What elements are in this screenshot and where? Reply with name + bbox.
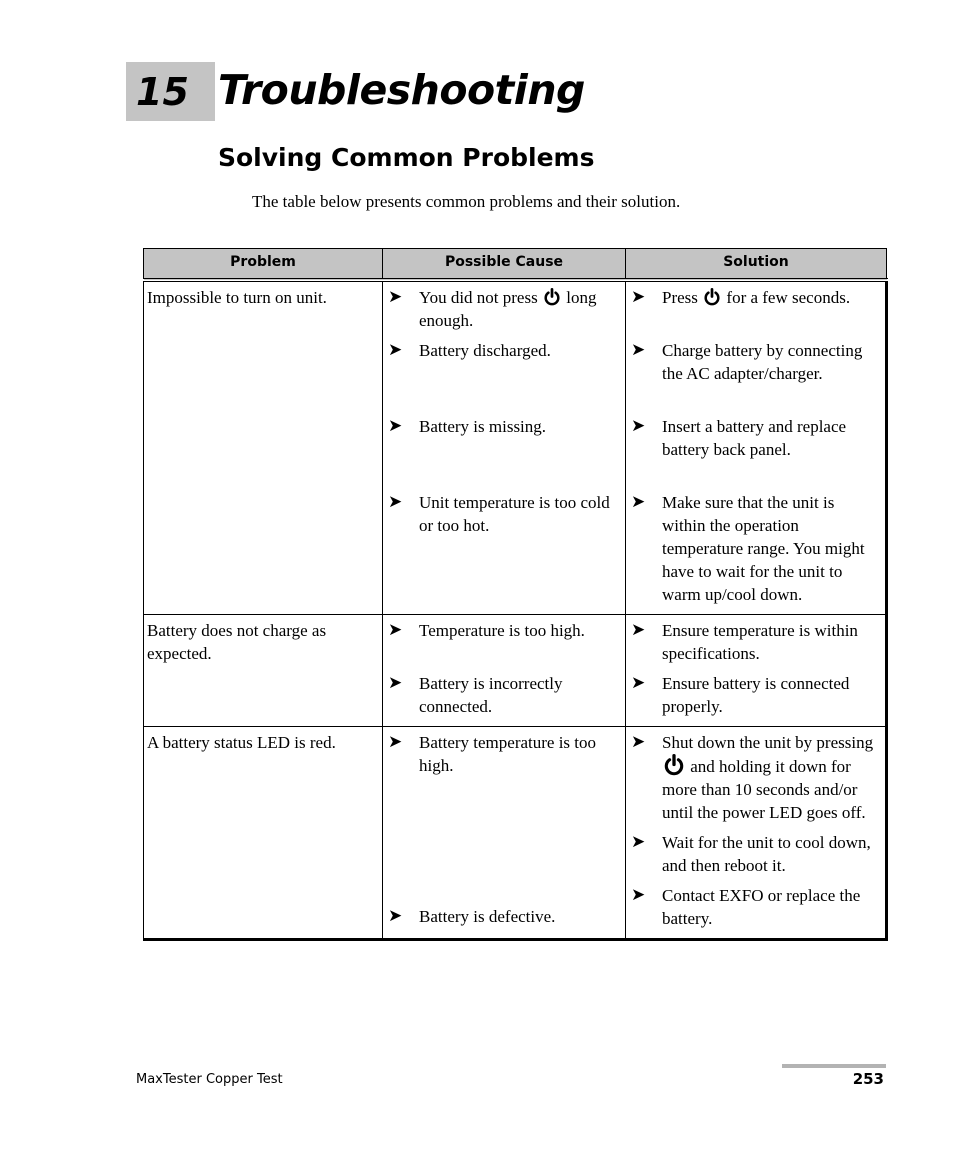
cause-cell bbox=[383, 727, 626, 940]
bullet-arrow-icon: ➤ bbox=[388, 620, 403, 640]
cause-item: ➤ Battery is defective. bbox=[388, 906, 556, 926]
bullet-arrow-icon: ➤ bbox=[631, 620, 646, 640]
cause-item: ➤ Battery is missing. bbox=[388, 416, 547, 436]
chapter-number: 15 bbox=[136, 70, 189, 114]
solution-item: ➤ Contact EXFO or replace the battery. bbox=[631, 885, 861, 928]
solution-item: ➤ Press for a few seconds. bbox=[631, 287, 851, 307]
solution-item: ➤ Wait for the unit to cool down, and then reboot it. bbox=[631, 832, 871, 875]
problem-cell bbox=[144, 727, 383, 940]
solution-cell bbox=[626, 615, 887, 727]
problem-cell bbox=[144, 615, 383, 727]
column-header-problem: Problem bbox=[144, 249, 383, 281]
table-row bbox=[144, 615, 887, 727]
bullet-arrow-icon: ➤ bbox=[388, 906, 403, 926]
column-header-cause: Possible Cause bbox=[383, 249, 626, 281]
bullet-arrow-icon: ➤ bbox=[388, 416, 403, 436]
bullet-arrow-icon: ➤ bbox=[388, 673, 403, 693]
column-header-solution: Solution bbox=[626, 249, 887, 281]
cause-cell bbox=[383, 615, 626, 727]
bullet-arrow-icon: ➤ bbox=[631, 340, 646, 360]
bullet-arrow-icon: ➤ bbox=[388, 492, 403, 512]
solution-item: ➤ Charge battery by connecting the AC adapter/charger. bbox=[631, 340, 863, 383]
chapter-number-box bbox=[126, 62, 215, 121]
footer-doc-title: MaxTester Copper Test bbox=[136, 1072, 283, 1087]
solution-item: ➤ Shut down the unit by pressing and holding it down for more than 10 seconds and/or until the power LED goes off. bbox=[631, 732, 874, 822]
bullet-arrow-icon: ➤ bbox=[388, 732, 403, 752]
table-row bbox=[144, 727, 887, 940]
cause-item: ➤ Battery discharged. bbox=[388, 340, 551, 360]
problem-text: A battery status LED is red. bbox=[147, 733, 336, 752]
problem-text: Impossible to turn on unit. bbox=[147, 288, 327, 307]
bullet-arrow-icon: ➤ bbox=[631, 673, 646, 693]
cause-item: ➤ You did not press long enough. bbox=[388, 287, 597, 330]
power-icon bbox=[663, 754, 685, 776]
solution-item: ➤ Make sure that the unit is within the operation temperature range. You might have to wait for the unit to warm up/cool down. bbox=[631, 492, 865, 604]
power-icon bbox=[703, 288, 721, 306]
section-title: Solving Common Problems bbox=[218, 143, 595, 172]
intro-paragraph: The table below presents common problems and their solution. bbox=[252, 192, 681, 211]
chapter-title: Troubleshooting bbox=[218, 66, 585, 114]
problem-cell bbox=[144, 280, 383, 615]
problem-text: Battery does not charge as expected. bbox=[147, 621, 327, 663]
solution-cell bbox=[626, 727, 887, 940]
cause-cell bbox=[383, 280, 626, 615]
power-icon bbox=[543, 288, 561, 306]
cause-item: ➤ Battery temperature is too high. bbox=[388, 732, 597, 775]
solution-item: ➤ Ensure battery is connected properly. bbox=[631, 673, 850, 716]
cause-item: ➤ Unit temperature is too cold or too hot. bbox=[388, 492, 610, 535]
table-row bbox=[144, 280, 887, 615]
cause-item: ➤ Battery is incorrectly connected. bbox=[388, 673, 563, 716]
cause-item: ➤ Temperature is too high. bbox=[388, 620, 585, 640]
page-number: 253 bbox=[852, 1070, 884, 1088]
table-header-row bbox=[144, 249, 887, 281]
footer-rule bbox=[782, 1064, 886, 1068]
bullet-arrow-icon: ➤ bbox=[631, 832, 646, 852]
bullet-arrow-icon: ➤ bbox=[631, 732, 646, 752]
bullet-arrow-icon: ➤ bbox=[631, 885, 646, 905]
solution-item: ➤ Ensure temperature is within specifications. bbox=[631, 620, 858, 663]
solution-item: ➤ Insert a battery and replace battery back panel. bbox=[631, 416, 847, 459]
solution-cell bbox=[626, 280, 887, 615]
bullet-arrow-icon: ➤ bbox=[631, 492, 646, 512]
bullet-arrow-icon: ➤ bbox=[631, 287, 646, 307]
bullet-arrow-icon: ➤ bbox=[631, 416, 646, 436]
bullet-arrow-icon: ➤ bbox=[388, 287, 403, 307]
bullet-arrow-icon: ➤ bbox=[388, 340, 403, 360]
troubleshooting-table bbox=[143, 248, 888, 941]
